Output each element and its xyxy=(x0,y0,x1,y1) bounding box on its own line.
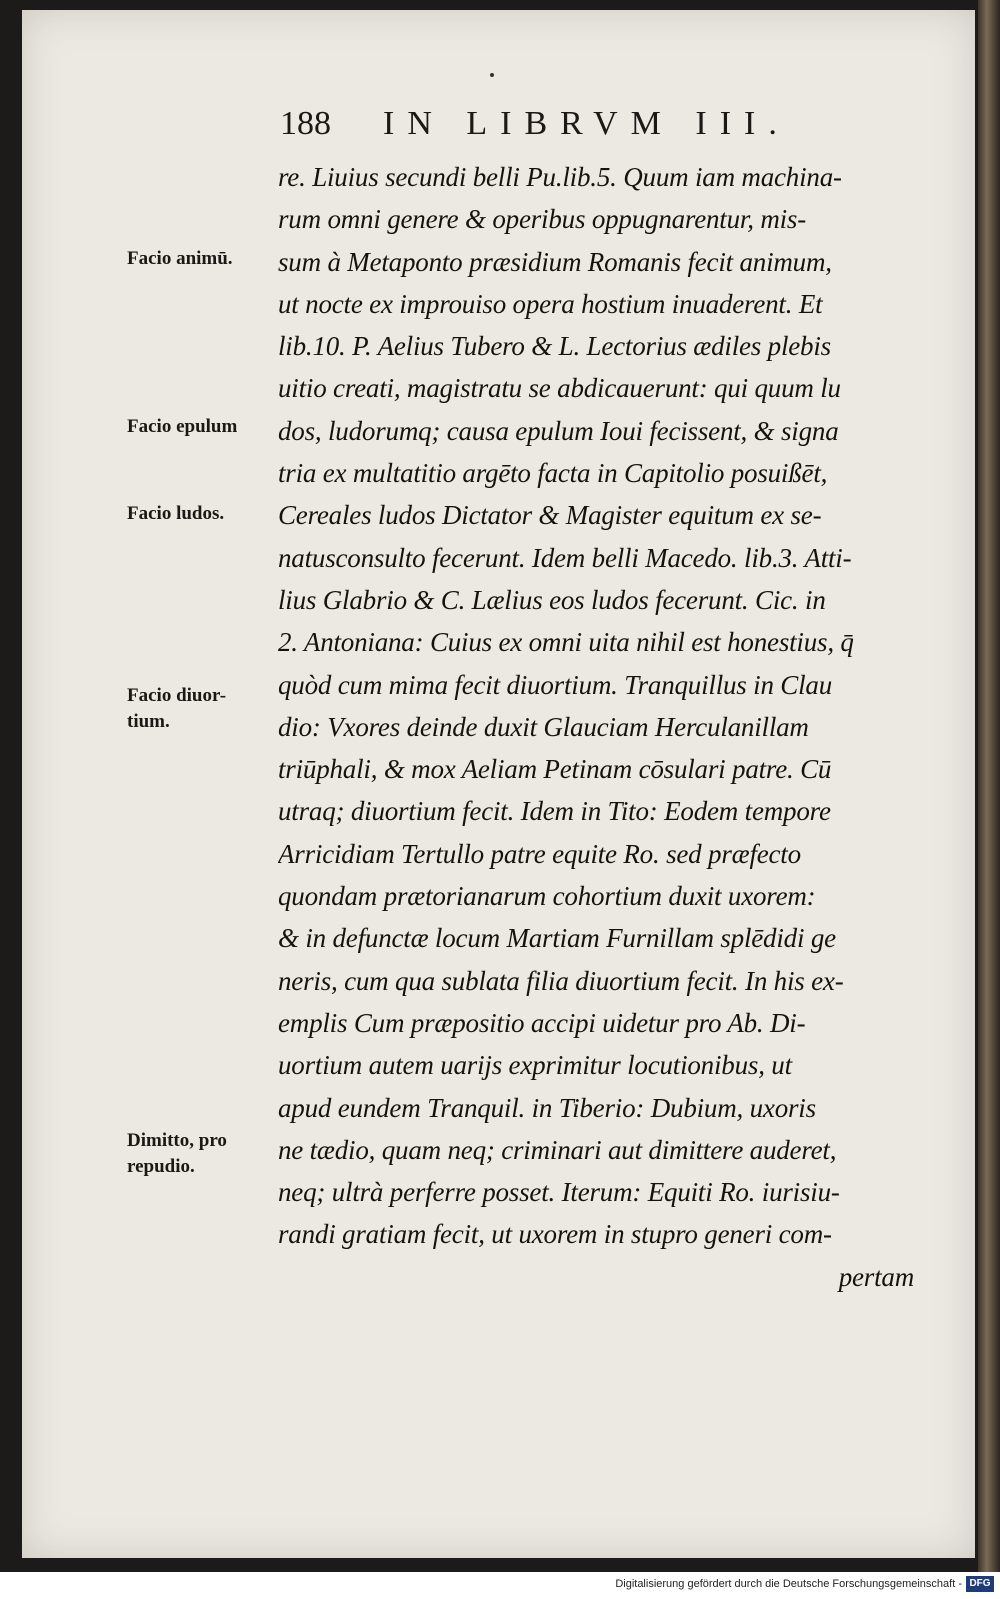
body-text xyxy=(278,156,928,1298)
margin-note-line: Dimitto, pro xyxy=(127,1130,227,1151)
text-line: quondam prætorianarum cohortium duxit uxorem: xyxy=(278,881,816,912)
text-line: emplis Cum præpositio accipi uidetur pro Ab. Di- xyxy=(278,1007,806,1038)
text-line: ut nocte ex improuiso opera hostium inuaderent. Et xyxy=(278,288,823,319)
margin-note-facio-animum xyxy=(127,246,233,272)
margin-note-facio-diuortium xyxy=(127,683,226,735)
margin-note-line: Facio animū. xyxy=(127,248,233,269)
text-line: neris, cum qua sublata filia diuortium fecit. In his ex- xyxy=(278,965,844,996)
text-line: triūphali, & mox Aeliam Petinam cōsulari patre. Cū xyxy=(278,754,832,785)
text-line: natusconsulto fecerunt. Idem belli Macedo. lib.3. Atti- xyxy=(278,542,852,573)
text-line: dos, ludorumq; causa epulum Ioui fecissent, & signa xyxy=(278,415,839,446)
text-line: sum à Metaponto præsidium Romanis fecit animum, xyxy=(278,246,832,277)
margin-note-line: Facio ludos. xyxy=(127,503,225,524)
margin-note-line: Facio diuor- xyxy=(127,685,227,706)
text-line: lib.10. P. Aelius Tubero & L. Lectorius ædiles plebis xyxy=(278,331,831,362)
running-head xyxy=(280,105,880,149)
text-line: randi gratiam fecit, ut uxorem in stupro generi com- xyxy=(278,1219,832,1250)
text-line: & in defunctæ locum Martiam Furnillam splēdidi ge xyxy=(278,923,836,954)
text-line: neq; ultrà perferre posset. Iterum: Equiti Ro. iurisiu- xyxy=(278,1177,840,1208)
text-line: quòd cum mima fecit diuortium. Tranquillus in Clau xyxy=(278,669,833,700)
text-line: tria ex multatitio argēto facta in Capitolio posuißēt, xyxy=(278,458,828,489)
text-line: utraq; diuortium fecit. Idem in Tito: Eodem tempore xyxy=(278,796,831,827)
footer-credit: Digitalisierung gefördert durch die Deutsche Forschungsgemeinschaft - xyxy=(615,1578,962,1590)
margin-note-dimitto xyxy=(127,1128,227,1180)
ink-dot xyxy=(490,73,494,77)
text-line: dio: Vxores deinde duxit Glauciam Herculanillam xyxy=(278,711,809,742)
text-line: Cereales ludos Dictator & Magister equitum ex se- xyxy=(278,500,822,531)
margin-note-line: repudio. xyxy=(127,1156,195,1177)
text-line: uortium autem uarijs exprimitur locutionibus, ut xyxy=(278,1050,792,1081)
margin-note-facio-ludos xyxy=(127,501,224,527)
page-edge xyxy=(978,0,1000,1572)
margin-note-facio-epulum xyxy=(127,414,237,440)
text-line: re. Liuius secundi belli Pu.lib.5. Quum iam machina- xyxy=(278,162,842,192)
running-title: IN LIBRVM III. xyxy=(383,105,790,142)
text-line: lius Glabrio & C. Lælius eos ludos fecerunt. Cic. in xyxy=(278,584,826,615)
text-line: rum omni genere & operibus oppugnarentur, mis- xyxy=(278,204,807,235)
catchword: pertam xyxy=(838,1261,914,1292)
dfg-logo: DFG xyxy=(966,1576,994,1592)
text-line: ne tædio, quam neq; criminari aut dimittere auderet, xyxy=(278,1134,837,1165)
text-line: uitio creati, magistratu se abdicauerunt: qui quum lu xyxy=(278,373,841,404)
margin-note-line: tium. xyxy=(127,711,170,732)
page-number: 188 xyxy=(280,105,331,142)
margin-note-line: Facio epulum xyxy=(127,416,238,437)
text-line: 2. Antoniana: Cuius ex omni uita nihil est honestius, q̄ xyxy=(278,627,854,658)
text-line: apud eundem Tranquil. in Tiberio: Dubium, uxoris xyxy=(278,1092,816,1123)
text-line: Arricidiam Tertullo patre equite Ro. sed præfecto xyxy=(278,838,801,869)
